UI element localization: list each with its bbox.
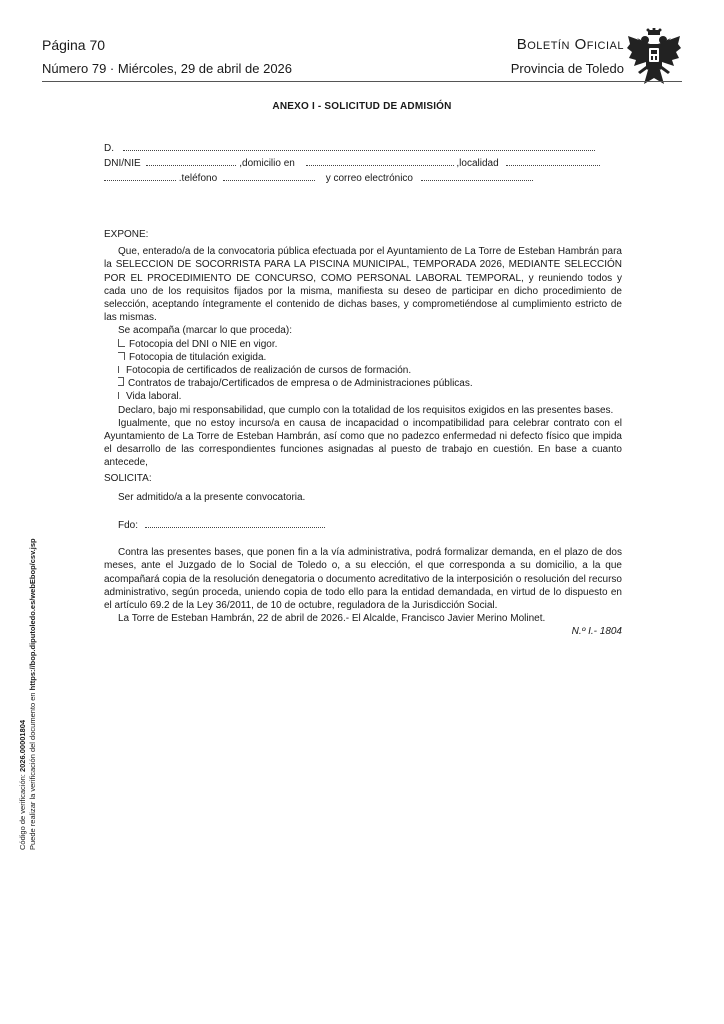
name-row — [104, 141, 624, 156]
signature-line: La Torre de Esteban Hambrán, 22 de abril de 2026.- El Alcalde, Francisco Javier Merino Molinet. — [118, 613, 546, 625]
verification-url-link[interactable]: https://bop.diputoledo.es/webEbop/csv.jsp — [28, 538, 37, 691]
correo-label: y correo electrónico — [325, 173, 413, 184]
closing-paragraph: Contra las presentes bases, que ponen fin a la vía administrativa, podrá formalizar demanda, en el plazo de dos meses, ante el Juzgado de lo Social de Toledo o, a su elección, el que corresponda a su domicilio, a la que acompañará copia de la resolución denegatoria o documento acreditativo de la interposición o resolución del recurso administrativo, según proceda, uniendo copia de todo ello para la entidad demandada, en virtud de lo dispuesto en el artículo 69.2 de la Ley 36/2011, de 10 de octubre, reguladora de la Jurisdicción Social. — [104, 547, 622, 612]
bulletin-title: Boletín Oficial — [516, 36, 624, 53]
checkbox-icon[interactable] — [118, 392, 122, 399]
verification-code-line: Código de verificación: 2026.00001804 — [18, 719, 27, 850]
verification-url-line: Puede realizar la verificación del documento en https://bop.diputoledo.es/webEbop/csv.jsp — [28, 538, 37, 850]
applicant-form — [104, 141, 624, 186]
localidad-continuation-field[interactable] — [104, 171, 176, 181]
document-body — [104, 228, 622, 639]
fdo-row — [118, 518, 622, 532]
igualmente-paragraph: Igualmente, que no estoy incurso/a en causa de incapacidad o incompatibilidad para celebrar contrato con el Ayuntamiento de La Torre de Esteban Hambrán, así como que no padezco enfermedad ni defecto físico que impida el desarrollo de las correspondientes funciones asignadas al puesto de trabajo en cuestión. En base a cuanto antecede, — [104, 417, 622, 469]
name-field[interactable] — [123, 141, 595, 151]
issue-number-date: Número 79 · Miércoles, 29 de abril de 2026 — [42, 61, 293, 76]
expone-paragraph: Que, enterado/a de la convocatoria pública efectuada por el Ayuntamiento de La Torre de Esteban Hambrán para la SELECCION DE SOCORRISTA PARA LA PISCINA MUNICIPAL, TEMPORADA 2026, MEDIANTE SELECCIÓN POR EL PROCEDIMIENTO DE CONCURSO, COMO PERSONAL LABORAL TEMPORAL, y reuniendo todos y cada uno de los requisitos fijados por la misma, manifiesta su deseo de participar en dicho procedimiento de selección, aceptando íntegramente el contenido de dichas bases, y comprometiéndose al cumplimiento estricto de las mismas. — [104, 246, 622, 324]
declaro-paragraph: Declaro, bajo mi responsabilidad, que cumplo con la totalidad de los requisitos exigidos en las presentes bases. — [118, 404, 614, 416]
contact-row — [104, 171, 624, 186]
domicilio-field[interactable] — [306, 156, 454, 166]
fdo-label: Fdo: — [118, 520, 139, 532]
page-number: Página 70 — [42, 37, 106, 53]
header-left — [42, 36, 292, 78]
province-name: Provincia de Toledo — [510, 61, 624, 76]
dni-field[interactable] — [146, 156, 236, 166]
checklist-item[interactable] — [118, 364, 622, 377]
expone-heading: EXPONE: — [104, 229, 149, 240]
checklist-label: Vida laboral. — [126, 391, 182, 403]
checkbox-icon[interactable] — [118, 339, 125, 347]
header-divider — [42, 81, 682, 82]
checklist-label: Fotocopia del DNI o NIE en vigor. — [129, 338, 278, 350]
telefono-field[interactable] — [223, 171, 315, 181]
telefono-label: .teléfono — [178, 173, 218, 184]
domicilio-label: ,domicilio en — [239, 158, 295, 169]
checklist-item[interactable] — [118, 390, 622, 403]
dni-label: DNI/NIE — [104, 158, 141, 169]
checkbox-icon[interactable] — [118, 377, 124, 386]
checkbox-icon[interactable] — [118, 352, 125, 360]
address-row — [104, 156, 624, 171]
localidad-label: ,localidad — [456, 158, 499, 169]
signature-field[interactable] — [145, 518, 325, 528]
checkbox-icon[interactable] — [118, 366, 122, 373]
verification-code: 2026.00001804 — [18, 719, 27, 773]
annex-title: ANEXO I - SOLICITUD DE ADMISIÓN — [272, 101, 452, 112]
checklist-item[interactable] — [118, 338, 622, 351]
reference-number: N.º I.- 1804 — [571, 626, 622, 638]
checklist-item[interactable] — [118, 377, 622, 390]
acompana-label: Se acompaña (marcar lo que proceda): — [118, 325, 292, 337]
solicita-text: Ser admitido/a a la presente convocatoria. — [118, 491, 306, 503]
name-label: D. — [104, 143, 114, 154]
checklist-label: Fotocopia de certificados de realización de cursos de formación. — [126, 365, 412, 377]
checklist-label: Fotocopia de titulación exigida. — [129, 351, 267, 363]
localidad-field[interactable] — [506, 156, 600, 166]
header-right — [511, 36, 624, 78]
checklist-item[interactable] — [118, 351, 622, 364]
correo-field[interactable] — [421, 171, 533, 181]
solicita-heading: SOLICITA: — [104, 472, 152, 484]
checklist-label: Contratos de trabajo/Certificados de empresa o de Administraciones públicas. — [128, 378, 473, 390]
